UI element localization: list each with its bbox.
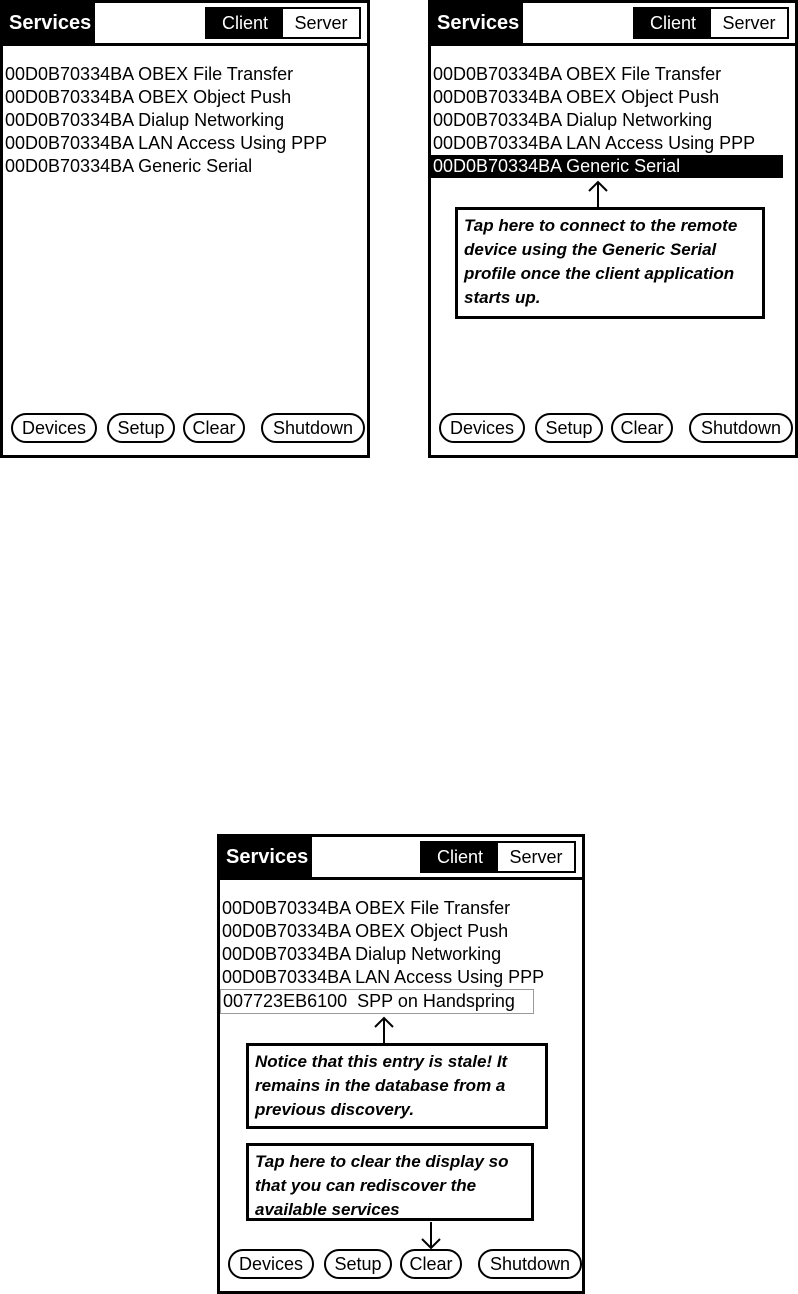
shutdown-button[interactable]: Shutdown [689, 413, 793, 443]
service-row[interactable] [3, 86, 367, 109]
services-screen-3 [217, 834, 585, 1294]
device-address: 00D0B70334BA [433, 87, 563, 107]
service-name: OBEX Object Push [566, 87, 720, 107]
service-name: LAN Access Using PPP [566, 133, 756, 153]
services-list [3, 63, 367, 178]
service-name: OBEX Object Push [138, 87, 292, 107]
services-screen-2 [428, 0, 798, 458]
service-name: Dialup Networking [355, 944, 502, 964]
client-server-toggle[interactable] [420, 841, 576, 873]
server-tab[interactable]: Server [711, 9, 787, 37]
service-row[interactable] [220, 966, 582, 989]
service-row[interactable] [3, 155, 367, 178]
service-name: OBEX File Transfer [566, 64, 722, 84]
devices-button[interactable]: Devices [228, 1249, 314, 1279]
service-name: Dialup Networking [566, 110, 713, 130]
button-bar [228, 1249, 578, 1281]
device-address: 00D0B70334BA [433, 133, 563, 153]
device-address: 00D0B70334BA [222, 967, 352, 987]
device-address: 00D0B70334BA [222, 921, 352, 941]
up-arrow-icon [372, 1015, 396, 1045]
service-row[interactable] [431, 86, 795, 109]
server-tab[interactable]: Server [283, 9, 359, 37]
title-bar [431, 3, 795, 46]
services-list [431, 63, 795, 178]
setup-button[interactable]: Setup [324, 1249, 392, 1279]
server-tab[interactable]: Server [498, 843, 574, 871]
device-address: 00D0B70334BA [5, 156, 135, 176]
device-address: 00D0B70334BA [5, 64, 135, 84]
shutdown-button[interactable]: Shutdown [478, 1249, 582, 1279]
devices-button[interactable]: Devices [439, 413, 525, 443]
service-row[interactable] [3, 109, 367, 132]
client-tab[interactable]: Client [207, 9, 283, 37]
setup-button[interactable]: Setup [107, 413, 175, 443]
client-server-toggle[interactable] [633, 7, 789, 39]
service-name: OBEX File Transfer [138, 64, 294, 84]
app-title: Services [3, 3, 95, 43]
shutdown-button[interactable]: Shutdown [261, 413, 365, 443]
device-address: 007723EB6100 [223, 991, 348, 1011]
setup-button[interactable]: Setup [535, 413, 603, 443]
service-row[interactable] [220, 920, 582, 943]
service-name: LAN Access Using PPP [138, 133, 328, 153]
service-name: Dialup Networking [138, 110, 285, 130]
service-name: Generic Serial [138, 156, 253, 176]
service-row-selected[interactable] [431, 155, 783, 178]
client-tab[interactable]: Client [635, 9, 711, 37]
button-bar [439, 413, 791, 445]
services-screen-1 [0, 0, 370, 458]
device-address: 00D0B70334BA [222, 944, 352, 964]
service-row-stale[interactable] [220, 989, 534, 1014]
service-row[interactable] [431, 63, 795, 86]
services-list [220, 897, 582, 1014]
title-bar [3, 3, 367, 46]
device-address: 00D0B70334BA [433, 156, 563, 176]
service-name: OBEX Object Push [355, 921, 509, 941]
clear-button[interactable]: Clear [183, 413, 245, 443]
service-name: OBEX File Transfer [355, 898, 511, 918]
app-title: Services [431, 3, 523, 43]
service-row[interactable] [431, 109, 795, 132]
client-server-toggle[interactable] [205, 7, 361, 39]
stale-entry-callout: Notice that this entry is stale! It remains in the database from a previous discovery. [246, 1043, 548, 1129]
service-row[interactable] [3, 132, 367, 155]
button-bar [11, 413, 363, 445]
clear-display-callout: Tap here to clear the display so that you can rediscover the available services [246, 1143, 534, 1221]
device-address: 00D0B70334BA [433, 64, 563, 84]
service-name: SPP on Handspring [357, 991, 515, 1011]
service-row[interactable] [3, 63, 367, 86]
device-address: 00D0B70334BA [433, 110, 563, 130]
devices-button[interactable]: Devices [11, 413, 97, 443]
title-bar [220, 837, 582, 880]
down-arrow-icon [419, 1221, 443, 1251]
up-arrow-icon [586, 179, 610, 209]
device-address: 00D0B70334BA [5, 110, 135, 130]
service-row[interactable] [431, 132, 795, 155]
service-name: LAN Access Using PPP [355, 967, 545, 987]
service-row[interactable] [220, 943, 582, 966]
client-tab[interactable]: Client [422, 843, 498, 871]
service-row[interactable] [220, 897, 582, 920]
device-address: 00D0B70334BA [5, 87, 135, 107]
device-address: 00D0B70334BA [5, 133, 135, 153]
connect-callout: Tap here to connect to the remote device using the Generic Serial profile once the client application starts up. [455, 207, 765, 319]
clear-button[interactable]: Clear [611, 413, 673, 443]
clear-button[interactable]: Clear [400, 1249, 462, 1279]
device-address: 00D0B70334BA [222, 898, 352, 918]
app-title: Services [220, 837, 312, 877]
service-name: Generic Serial [566, 156, 681, 176]
